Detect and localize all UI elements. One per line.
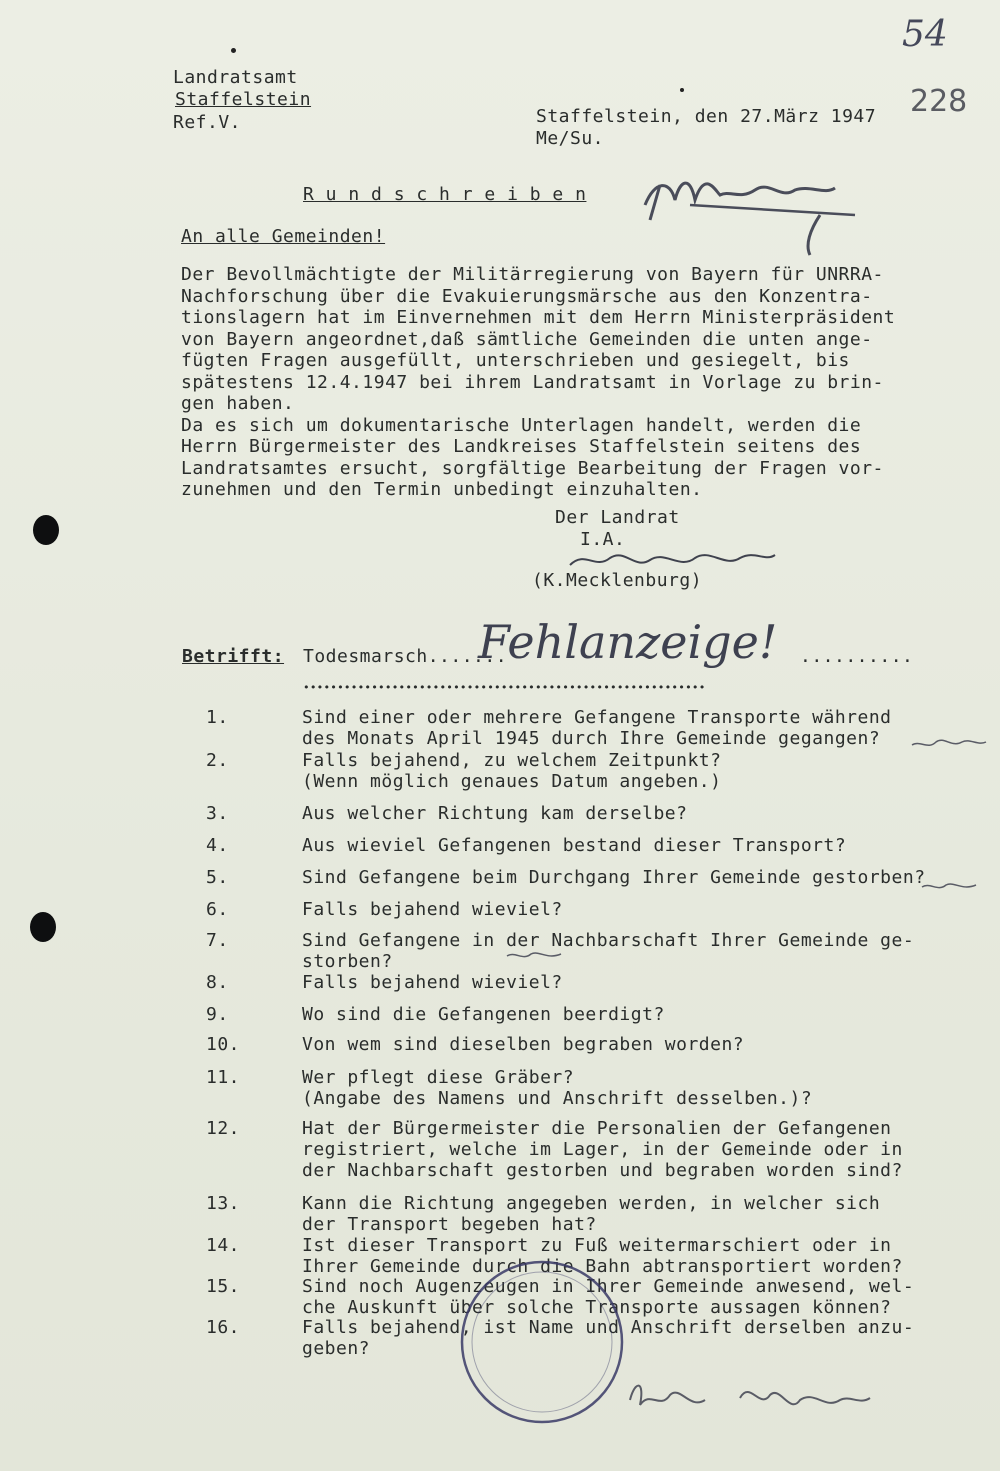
question-number: 7. — [206, 930, 229, 951]
office-location: Staffelstein — [175, 89, 312, 110]
question-text: Wo sind die Gefangenen beerdigt? — [302, 1004, 665, 1025]
ink-dot — [231, 48, 236, 53]
question-text: Falls bejahend wieviel? — [302, 972, 563, 993]
question-number: 1. — [206, 707, 229, 728]
question-text: Sind Gefangene beim Durchgang Ihrer Gemeinde gestorben? — [302, 867, 926, 888]
question-text: Wer pflegt diese Gräber? (Angabe des Namens und Anschrift desselben.)? — [302, 1067, 813, 1109]
question-number: 11. — [206, 1067, 241, 1088]
question-number: 9. — [206, 1004, 229, 1025]
question-number: 6. — [206, 899, 229, 920]
question-number: 4. — [206, 835, 229, 856]
question-text: Sind noch Augenzeugen in Ihrer Gemeinde anwesend, wel- che Auskunft über solche Transporte aussagen können? — [302, 1276, 915, 1318]
official-seal — [452, 1252, 632, 1432]
dotted-rule: ••••••••••••••••••••••••••••••••••••••••••••••••••••••••••• — [303, 681, 706, 694]
bottom-handwritten-signature — [620, 1370, 880, 1440]
addressee: An alle Gemeinden! — [181, 226, 386, 247]
office-reference: Ref.V. — [173, 112, 242, 133]
ink-dot — [680, 88, 684, 92]
question-text: Von wem sind dieselben begraben worden? — [302, 1034, 745, 1055]
question-text: Sind Gefangene in der Nachbarschaft Ihrer Gemeinde ge- storben? — [302, 930, 915, 972]
question-text: Falls bejahend, ist Name und Anschrift derselben anzu- geben? — [302, 1317, 915, 1359]
signature-ia: I.A. — [580, 529, 626, 550]
subject-text: Todesmarsch....... — [303, 646, 508, 667]
question-text: Aus welcher Richtung kam derselbe? — [302, 803, 688, 824]
handwritten-tick-marks — [505, 946, 565, 966]
punch-hole-top — [33, 515, 59, 545]
place-date: Staffelstein, den 27.März 1947 — [536, 106, 877, 127]
page-number-handwritten: 54 — [902, 14, 948, 55]
question-number: 8. — [206, 972, 229, 993]
question-text: Sind einer oder mehrere Gefangene Transporte während des Monats April 1945 durch Ihre Gemeinde gegangen? — [302, 707, 892, 749]
document-title: R u n d s c h r e i b e n — [303, 184, 587, 205]
signature-name: (K.Mecklenburg) — [532, 570, 703, 591]
question-text: Ist dieser Transport zu Fuß weitermarschiert oder in Ihrer Gemeinde durch die Bahn abtransportiert worden? — [302, 1235, 903, 1277]
question-number: 10. — [206, 1034, 241, 1055]
question-number: 2. — [206, 750, 229, 771]
handwritten-tick-marks — [920, 877, 980, 897]
subject-label: Betrifft: — [182, 646, 285, 667]
question-text: Aus wieviel Gefangenen bestand dieser Transport? — [302, 835, 847, 856]
question-text: Falls bejahend wieviel? — [302, 899, 563, 920]
question-text: Hat der Bürgermeister die Personalien der Gefangenen registriert, welche im Lager, in der Gemeinde oder in der Nachbarschaft gestorben und begraben worden sind? — [302, 1118, 903, 1181]
question-number: 16. — [206, 1317, 241, 1338]
question-number: 13. — [206, 1193, 241, 1214]
office-name: Landratsamt — [173, 67, 298, 88]
question-text: Kann die Richtung angegeben werden, in welcher sich der Transport begeben hat? — [302, 1193, 881, 1235]
subject-dots: .......... — [800, 646, 914, 667]
body-paragraph: Der Bevollmächtigte der Militärregierung von Bayern für UNRRA- Nachforschung über die Evakuierungsmärsche aus den Konzentra- tionslagern hat im Einvernehmen mit dem Herrn Ministerpräsident von Bayern angeordnet,daß sämtliche Gemeinden die unten ange- fügten Fragen ausgefüllt, unterschrieben und gesiegelt, bis spätestens 12.4.1947 bei ihrem Landratsamt in Vorlage zu brin- gen haben. Da es sich um dokumentarische Unterlagen handelt, werden die Herrn Bürgermeister des Landkreises Staffelstein seitens des Landratsamtes ersucht, sorgfältige Bearbeitung der Fragen vor- zunehmen und den Termin unbedingt einzuhalten. — [181, 264, 896, 500]
reference-code: Me/Su. — [536, 128, 605, 149]
question-number: 5. — [206, 867, 229, 888]
punch-hole-bottom — [30, 912, 56, 942]
question-text: Falls bejahend, zu welchem Zeitpunkt? (Wenn möglich genaues Datum angeben.) — [302, 750, 722, 792]
question-number: 15. — [206, 1276, 241, 1297]
page-number-stamped: 228 — [910, 84, 968, 119]
question-number: 3. — [206, 803, 229, 824]
subject-handwritten-answer: Fehlanzeige! — [478, 615, 778, 669]
handwritten-tick-marks — [910, 730, 990, 760]
question-number: 12. — [206, 1118, 241, 1139]
handwritten-initials — [630, 160, 870, 260]
signature-title: Der Landrat — [555, 507, 680, 528]
question-number: 14. — [206, 1235, 241, 1256]
